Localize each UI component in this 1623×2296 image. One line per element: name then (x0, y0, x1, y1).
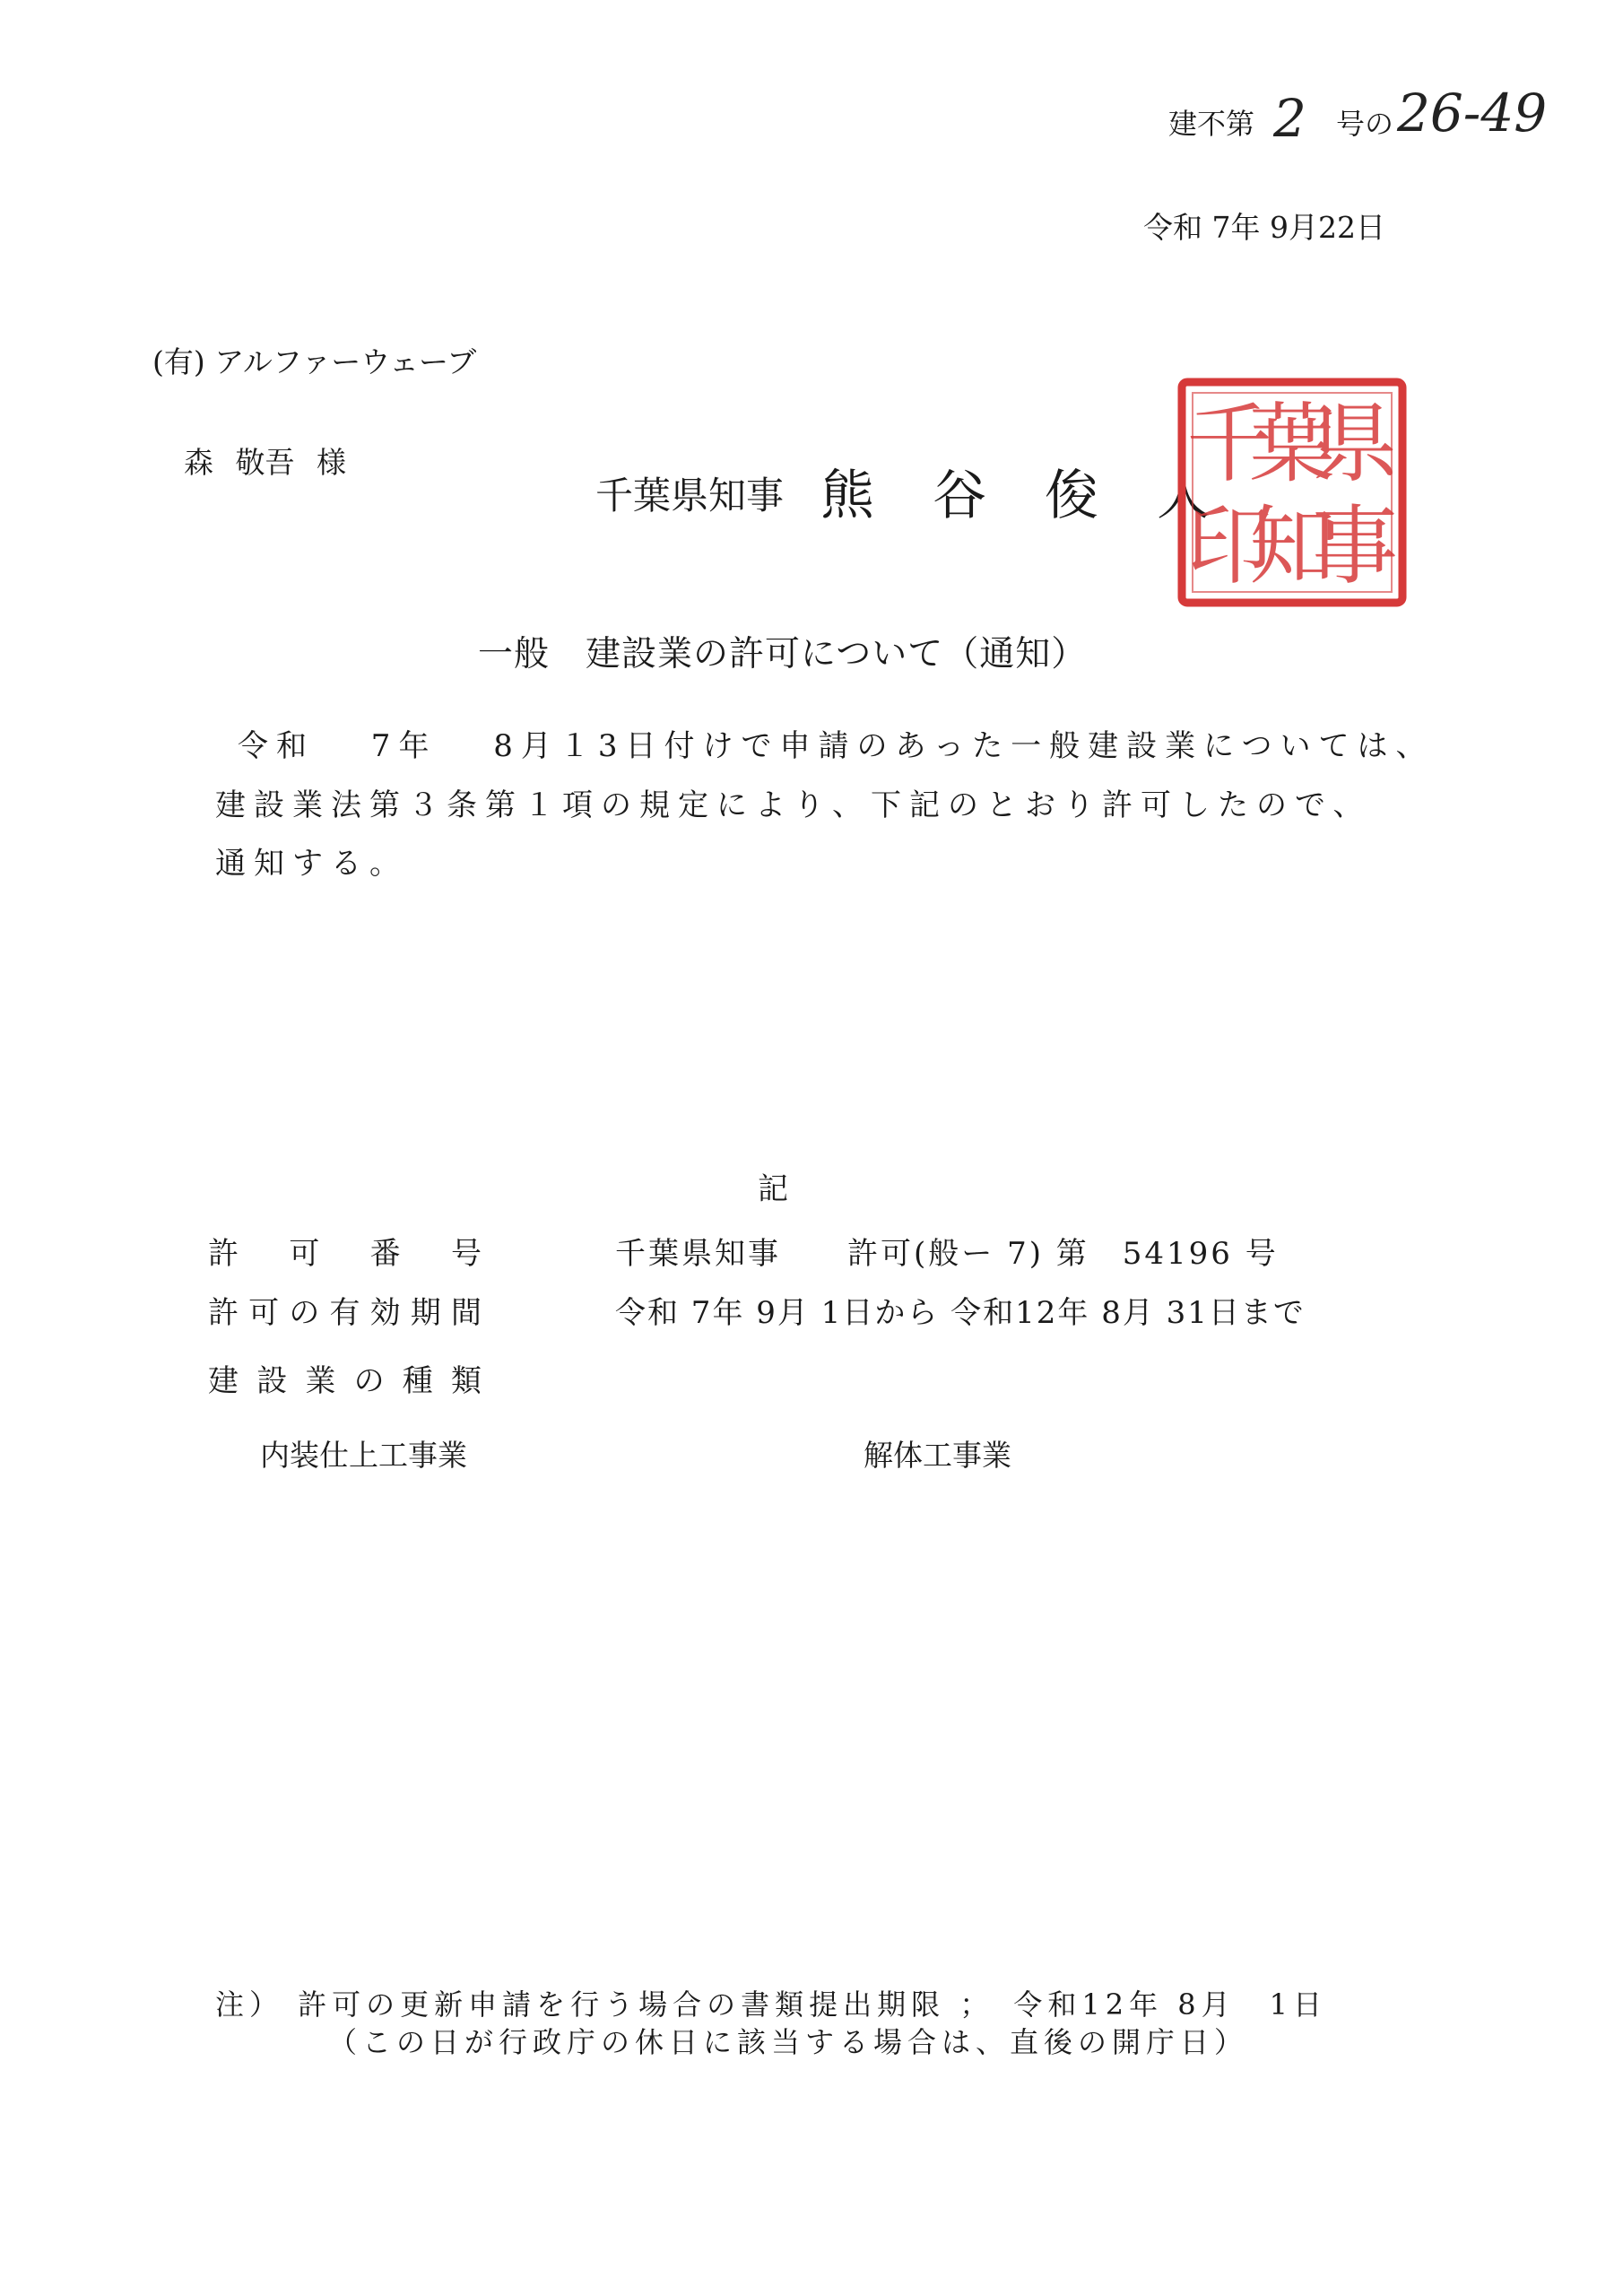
issuer-name-char: 人 (1157, 465, 1211, 527)
label-char: 業 (305, 1363, 336, 1399)
permit-number-label (208, 1229, 482, 1273)
issue-date: 令和 7年 9月22日 (1143, 210, 1385, 245)
label-char: 類 (450, 1363, 482, 1399)
label-char: 効 (369, 1295, 401, 1331)
body-line: 令和 7年 8月１3日付けで申請のあった一般建設業については、 (238, 728, 1435, 764)
seal-char: 県 (1312, 394, 1398, 494)
issuer-name-char: 熊 (820, 465, 874, 527)
label-char: の (289, 1295, 320, 1331)
issuer-name-char: 俊 (1045, 465, 1098, 527)
label-char: 可 (248, 1295, 280, 1331)
seal-char: 葉 (1249, 394, 1335, 494)
renewal-note-sub: （この日が行政庁の休日に該当する場合は、直後の開庁日） (328, 2025, 1249, 2059)
label-char: 番 (369, 1236, 401, 1272)
seal-char: 知 (1249, 496, 1335, 596)
reference-handwritten-sub: 26-49 (1397, 83, 1548, 144)
seal-char: 印 (1186, 496, 1272, 596)
permit-number-value: 千葉県知事 許可(般ー 7) 第 54196 号 (615, 1236, 1279, 1272)
seal-char: 千 (1186, 394, 1272, 494)
label-char: 許 (208, 1236, 239, 1272)
label-char: 建 (208, 1363, 239, 1399)
validity-label (208, 1288, 482, 1332)
body-line: 建設業法第３条第１項の規定により、下記のとおり許可したので、 (215, 787, 1372, 823)
issuer-name-char: 谷 (933, 465, 986, 527)
business-type-item: 内装仕上工事業 (260, 1438, 467, 1473)
issuer-title: 千葉県知事 (595, 474, 785, 517)
ki-heading: 記 (758, 1171, 788, 1207)
document-subject: 一般 建設業の許可について（通知） (478, 634, 1088, 674)
recipient-person: 森 敬吾 様 (184, 445, 346, 480)
label-char: 許 (208, 1295, 239, 1331)
label-char: 種 (402, 1363, 433, 1399)
reference-mid: 号の (1336, 107, 1394, 141)
label-char: 号 (450, 1236, 482, 1272)
reference-prefix: 建不第 (1168, 107, 1255, 141)
body-line: 通知する。 (215, 846, 408, 882)
reference-handwritten-number: 2 (1273, 88, 1306, 149)
recipient-company: (有) アルファーウェーブ (152, 344, 477, 379)
label-char: 期 (410, 1295, 441, 1331)
seal-char: 事 (1312, 496, 1398, 596)
renewal-note: 注） 許可の更新申請を行う場合の書類提出期限 ； 令和12年 8月 1日 (215, 1987, 1327, 2022)
official-seal-stamp (1176, 377, 1408, 608)
label-char: 間 (450, 1295, 482, 1331)
business-type-label (208, 1356, 482, 1400)
label-char: 設 (256, 1363, 288, 1399)
label-char: 可 (289, 1236, 320, 1272)
label-char: 有 (329, 1295, 360, 1331)
validity-value: 令和 7年 9月 1日から 令和12年 8月 31日まで (615, 1295, 1306, 1331)
label-char: の (353, 1363, 385, 1399)
business-type-item: 解体工事業 (864, 1438, 1011, 1473)
